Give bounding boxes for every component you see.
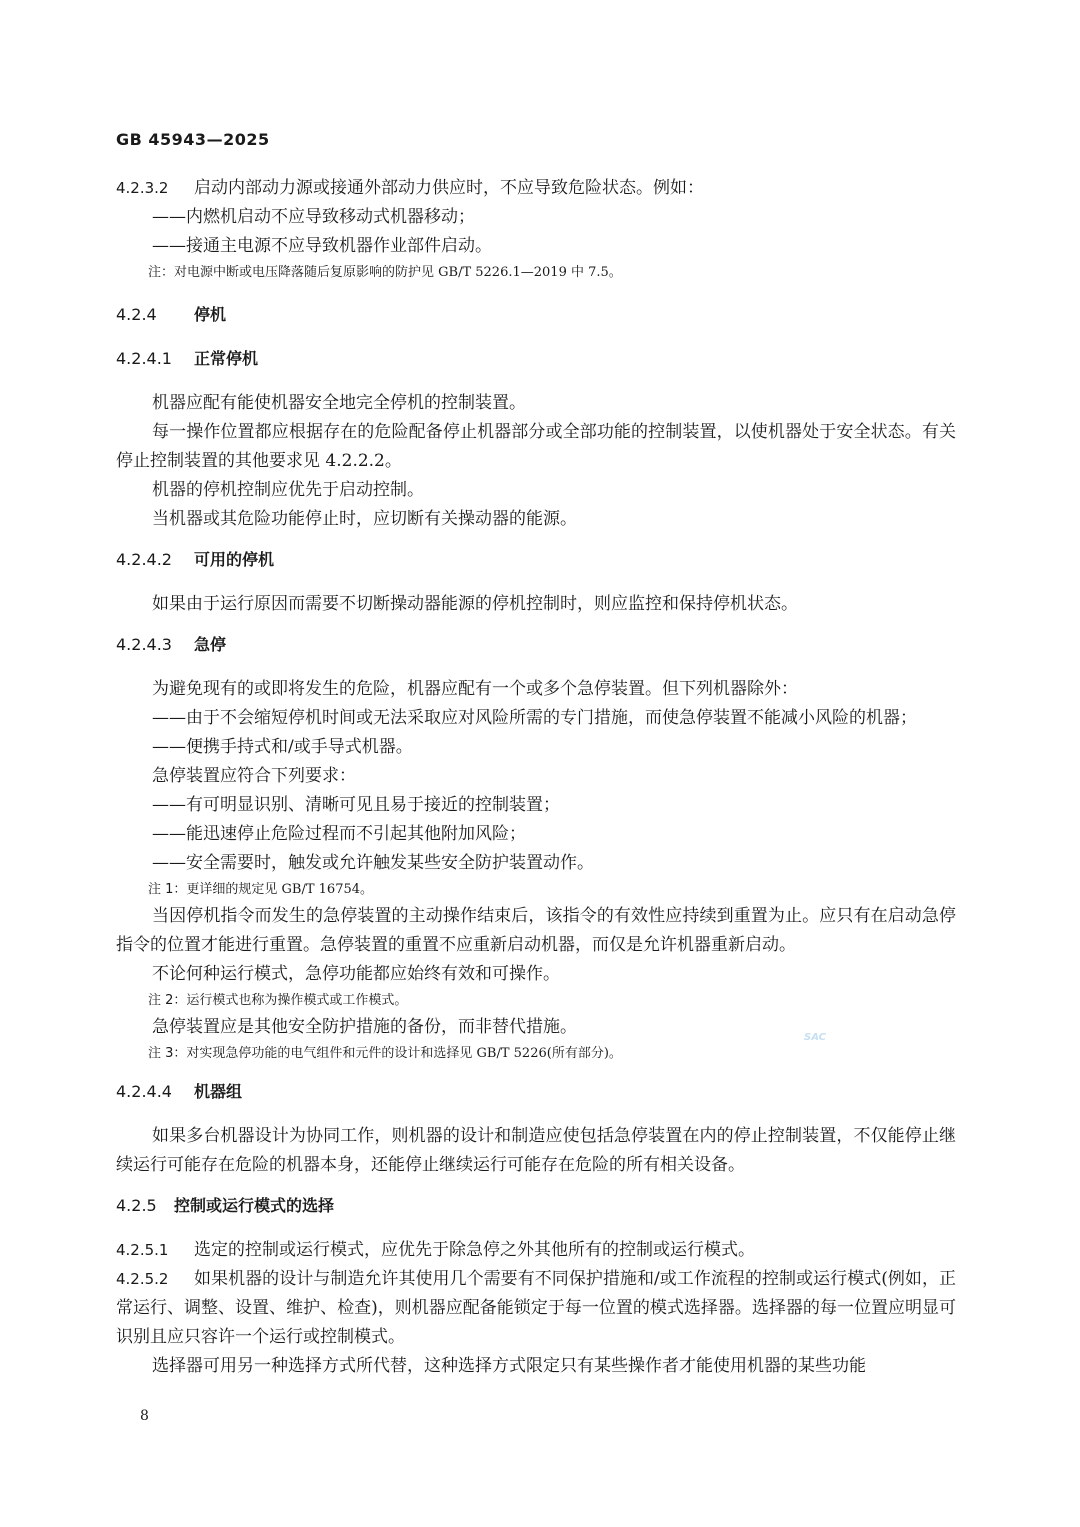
note (116, 1042, 956, 1066)
section-heading-4-2-4-4 (116, 1078, 956, 1106)
clause-text: 如果机器的设计与制造允许其使用几个需要有不同保护措施和/或工作流程的控制或运行模式(例如，正常运行、调整、设置、维护、检查)，则机器应配备能锁定于每一位置的模式选择器。选择器的每一位置应明显可识别且应只容许一个运行或控制模式。 (116, 1269, 956, 1347)
list-item: ——由于不会缩短停机时间或无法采取应对风险所需的专门措施，而使急停装置不能减小风险的机器； (152, 708, 917, 728)
heading-title: 正常停机 (194, 349, 259, 368)
paragraph: 不论何种运行模式，急停功能都应始终有效和可操作。 (152, 964, 560, 984)
paragraph: 急停装置应符合下列要求： (152, 766, 356, 786)
list-item: ——内燃机启动不应导致移动式机器移动； (152, 207, 475, 227)
note (116, 989, 956, 1013)
clause-number: 4.2.3.2 (116, 179, 169, 197)
section-heading-4-2-4-2 (116, 546, 956, 574)
standard-id-header: GB 45943—2025 (116, 130, 270, 149)
note-text: 运行模式也称为操作模式或工作模式。 (186, 993, 408, 1008)
note-label: 注 1： (148, 882, 187, 897)
clause-text: 启动内部动力源或接通外部动力供应时，不应导致危险状态。例如： (194, 178, 704, 198)
note (116, 261, 956, 285)
note (116, 878, 956, 902)
list-item: ——便携手持式和/或手导式机器。 (152, 737, 413, 757)
heading-title: 控制或运行模式的选择 (174, 1196, 335, 1215)
clause-4-2-5-2 (116, 1265, 956, 1352)
heading-number: 4.2.4 (116, 305, 157, 324)
paragraph: 选择器可用另一种选择方式所代替，这种选择方式限定只有某些操作者才能使用机器的某些功能 (152, 1356, 866, 1376)
clause-4-2-3-2 (116, 174, 956, 203)
note-text: 更详细的规定见 GB/T 16754。 (186, 882, 374, 897)
section-heading-4-2-4-3 (116, 631, 956, 659)
section-heading-4-2-5 (116, 1192, 956, 1220)
clause-number: 4.2.5.2 (116, 1270, 169, 1288)
heading-title: 机器组 (194, 1082, 243, 1101)
list-item: ——有可明显识别、清晰可见且易于接近的控制装置； (152, 795, 560, 815)
paragraph: 机器的停机控制应优先于启动控制。 (152, 480, 424, 500)
heading-number: 4.2.4.4 (116, 1082, 172, 1101)
page-number: 8 (140, 1408, 149, 1424)
heading-title: 急停 (194, 635, 227, 654)
clause-number: 4.2.5.1 (116, 1241, 169, 1259)
paragraph: 当因停机指令而发生的急停装置的主动操作结束后，该指令的有效性应持续到重置为止。应只有在启动急停指令的位置才能进行重置。急停装置的重置不应重新启动机器，而仅是允许机器重新启动。 (116, 906, 956, 955)
clause-text: 选定的控制或运行模式，应优先于除急停之外其他所有的控制或运行模式。 (194, 1240, 755, 1260)
note-label: 注： (148, 265, 175, 280)
heading-number: 4.2.5 (116, 1196, 157, 1215)
heading-title: 停机 (194, 305, 227, 324)
list-item: ——安全需要时，触发或允许触发某些安全防护装置动作。 (152, 853, 594, 873)
sac-watermark-logo: SAC (804, 1031, 826, 1043)
paragraph: 每一操作位置都应根据存在的危险配备停止机器部分或全部功能的控制装置，以使机器处于安全状态。有关停止控制装置的其他要求见 4.2.2.2。 (116, 422, 956, 471)
heading-number: 4.2.4.3 (116, 635, 172, 654)
paragraph: 急停装置应是其他安全防护措施的备份，而非替代措施。 (152, 1017, 577, 1037)
paragraph: 如果多台机器设计为协同工作，则机器的设计和制造应使包括急停装置在内的停止控制装置，不仅能停止继续运行可能存在危险的机器本身，还能停止继续运行可能存在危险的所有相关设备。 (116, 1126, 956, 1175)
paragraph: 当机器或其危险功能停止时，应切断有关操动器的能源。 (152, 509, 577, 529)
heading-title: 可用的停机 (194, 550, 275, 569)
section-heading-4-2-4 (116, 301, 956, 329)
note-label: 注 2： (148, 993, 187, 1008)
list-item: ——能迅速停止危险过程而不引起其他附加风险； (152, 824, 526, 844)
document-body (116, 174, 956, 1381)
paragraph: 机器应配有能使机器安全地完全停机的控制装置。 (152, 393, 526, 413)
note-text: 对实现急停功能的电气组件和元件的设计和选择见 GB/T 5226(所有部分)。 (186, 1046, 622, 1061)
heading-number: 4.2.4.2 (116, 550, 172, 569)
note-text: 对电源中断或电压降落随后复原影响的防护见 GB/T 5226.1—2019 中 7.5。 (174, 265, 622, 280)
paragraph: 如果由于运行原因而需要不切断操动器能源的停机控制时，则应监控和保持停机状态。 (152, 594, 798, 614)
note-label: 注 3： (148, 1046, 187, 1061)
section-heading-4-2-4-1 (116, 345, 956, 373)
clause-4-2-5-1 (116, 1236, 956, 1265)
heading-number: 4.2.4.1 (116, 349, 172, 368)
list-item: ——接通主电源不应导致机器作业部件启动。 (152, 236, 492, 256)
paragraph: 为避免现有的或即将发生的危险，机器应配有一个或多个急停装置。但下列机器除外： (152, 679, 798, 699)
